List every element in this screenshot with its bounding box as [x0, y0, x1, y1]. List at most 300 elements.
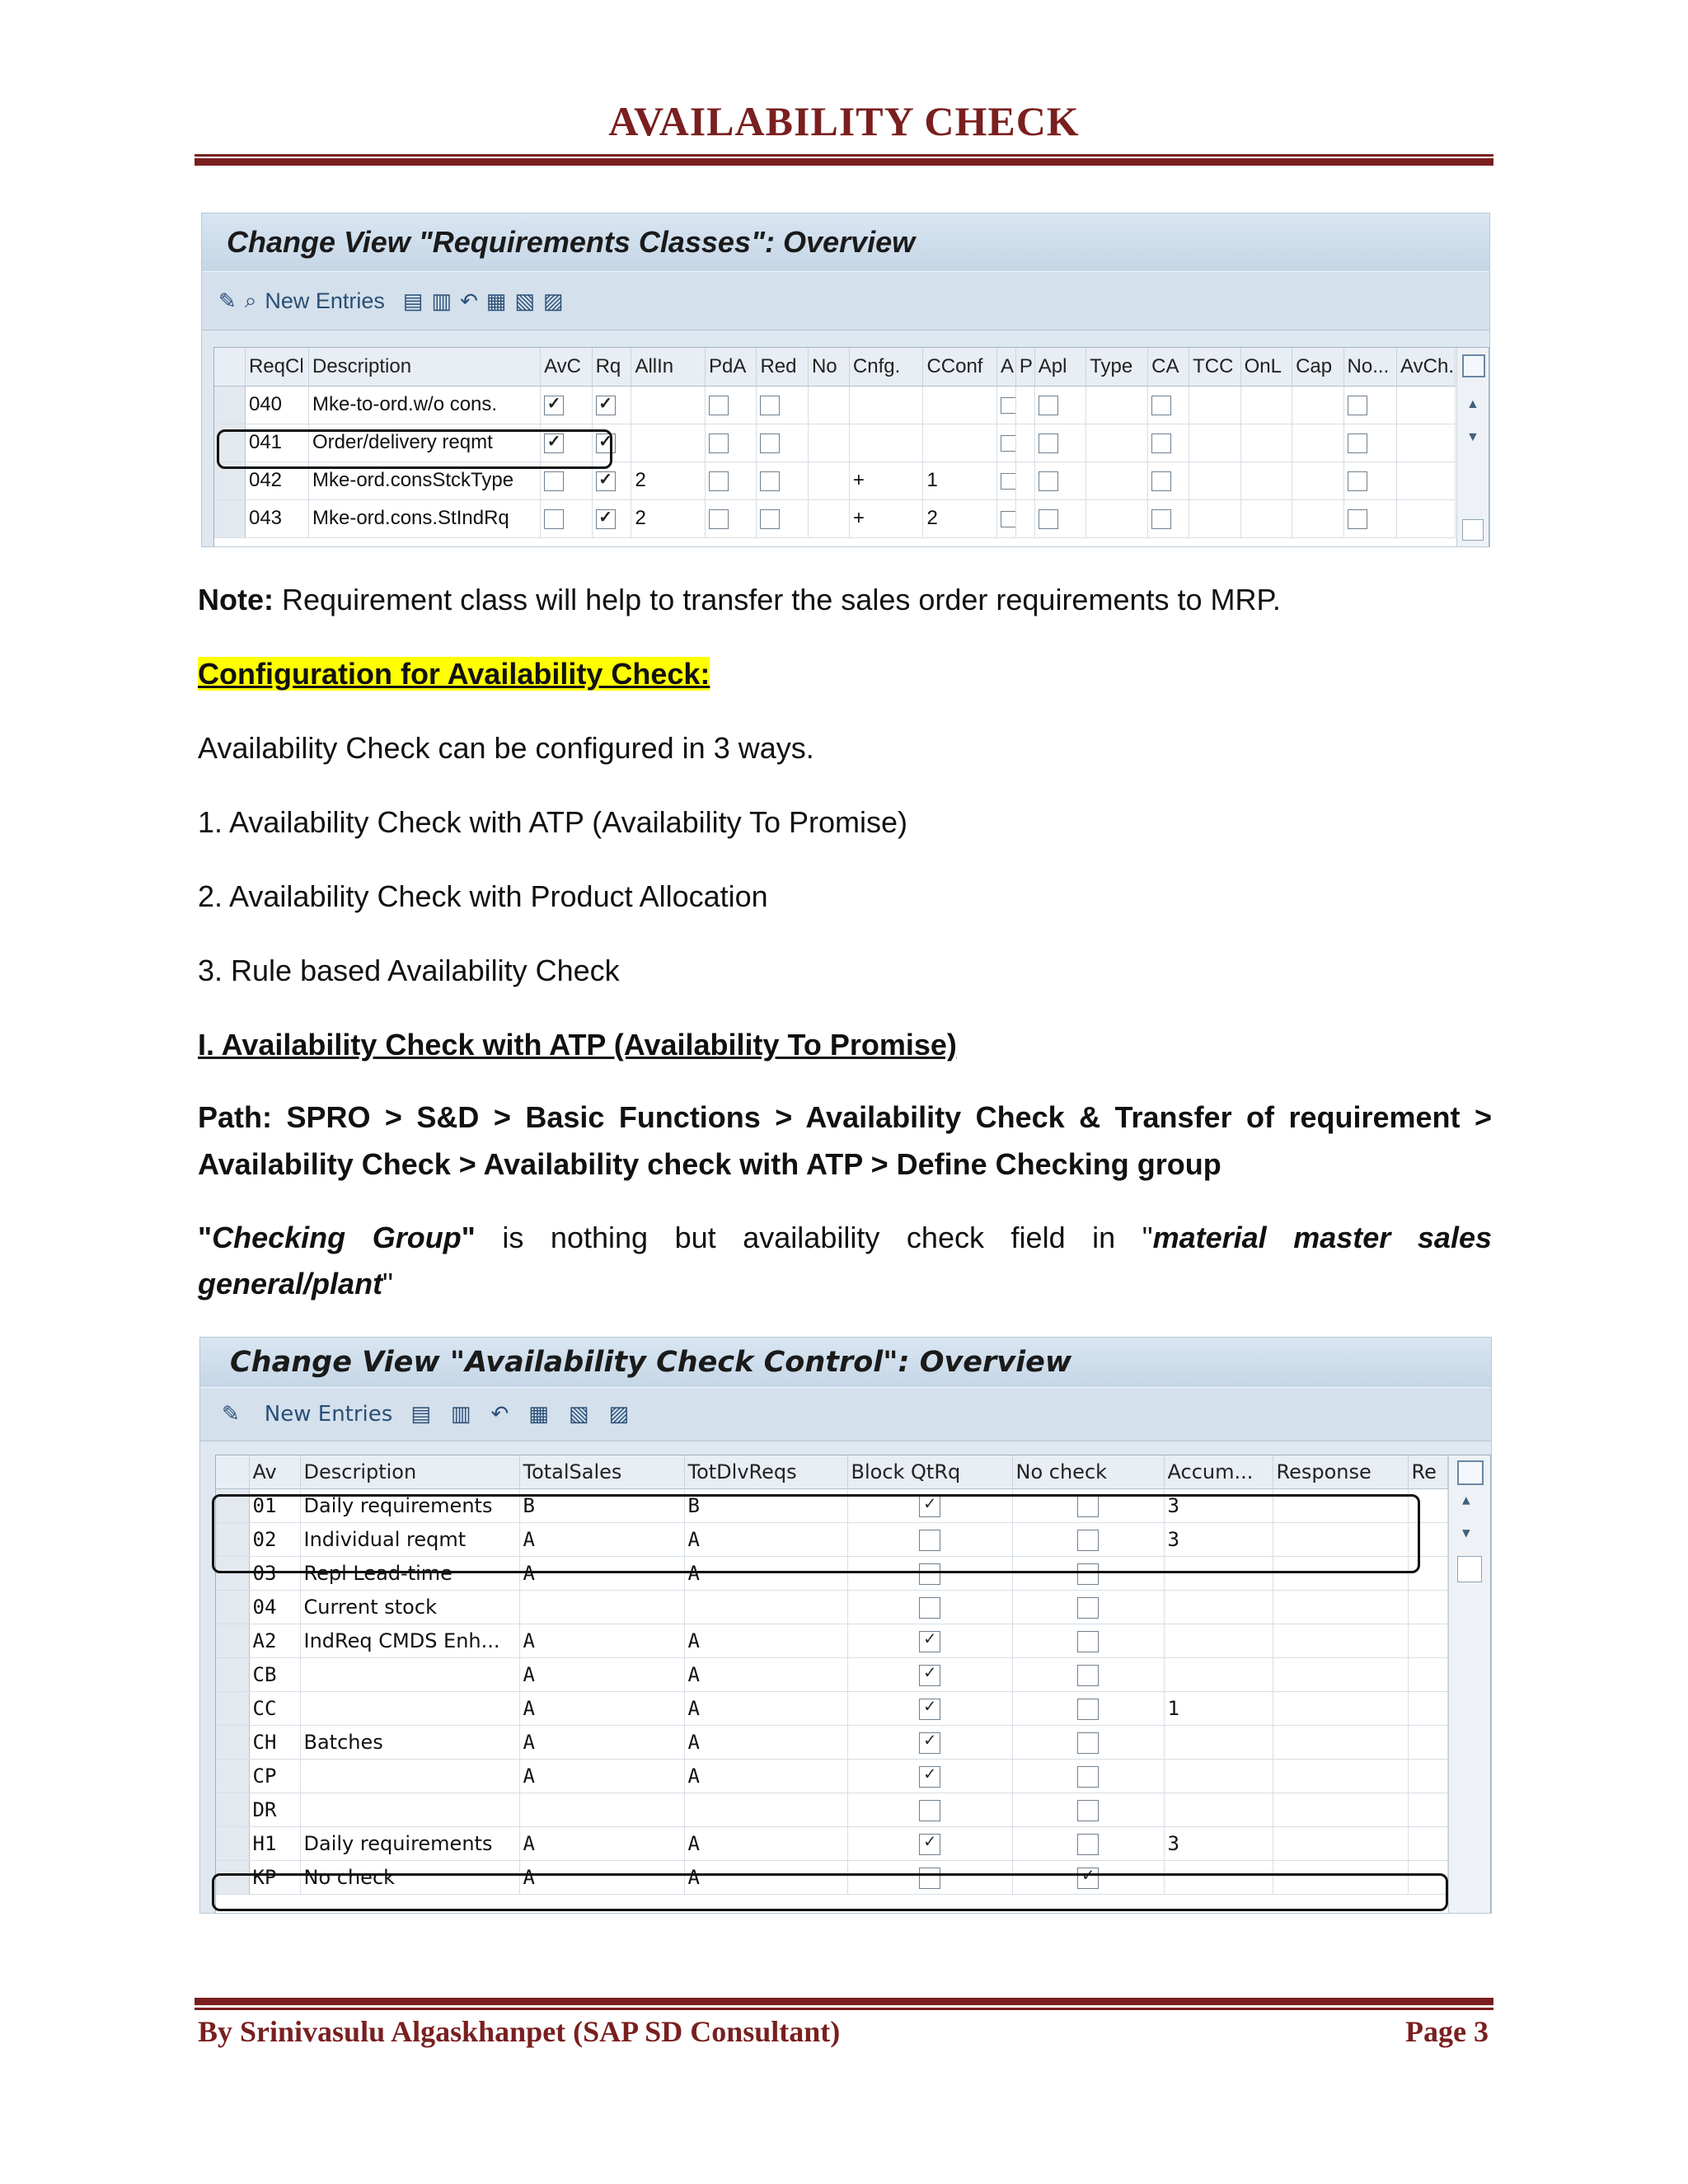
- sap-window-title: Change View "Availability Check Control": Overview: [200, 1338, 1491, 1387]
- cell-red: [757, 424, 808, 462]
- cell-no-check: [1012, 1725, 1164, 1759]
- cell-allin: 2: [631, 499, 706, 537]
- intro-text: Availability Check can be configured in 3 ways.: [198, 731, 814, 765]
- note-paragraph: [198, 577, 1492, 623]
- cell-no-dots: [1343, 424, 1397, 462]
- sap-toolbar: [200, 1387, 1491, 1441]
- cell-tcc: [1189, 462, 1240, 499]
- undo-icon[interactable]: ↶: [490, 1402, 509, 1427]
- cell-onl: [1240, 462, 1292, 499]
- column-header-6[interactable]: Red: [757, 348, 808, 386]
- cell-cnfg: +: [849, 462, 923, 499]
- no-checkbox[interactable]: [1348, 396, 1367, 415]
- cell-total-sales: A: [519, 1556, 684, 1590]
- column-header-10[interactable]: A: [996, 348, 1015, 386]
- cell-tot-dlv-reqs: A: [684, 1759, 847, 1793]
- copy-icon[interactable]: ▤: [410, 1402, 431, 1427]
- avc-checkbox[interactable]: [544, 471, 564, 491]
- no-checkbox[interactable]: [1348, 471, 1367, 491]
- cell-avch: [1397, 462, 1456, 499]
- cell-description: [300, 1793, 519, 1826]
- cell-total-sales: A: [519, 1860, 684, 1894]
- cell-cnfg: [849, 424, 923, 462]
- rq-checkbox[interactable]: [596, 471, 616, 491]
- cell-response: [1273, 1624, 1408, 1657]
- cell-a: [996, 462, 1015, 499]
- cell-accum: 3: [1164, 1522, 1273, 1556]
- cell-type: [1086, 424, 1148, 462]
- table-row[interactable]: [216, 1793, 1447, 1826]
- deselect-all-icon[interactable]: ▨: [608, 1402, 630, 1427]
- footer-rule-thick: [195, 1998, 1493, 2005]
- cell-block-qtrq: [847, 1590, 1012, 1624]
- block-qtrq-checkbox[interactable]: [919, 1631, 940, 1652]
- cell-re: [1408, 1624, 1447, 1657]
- cell-description: Mke-ord.cons.StIndRq: [309, 499, 541, 537]
- block-qtrq-checkbox[interactable]: [919, 1665, 940, 1686]
- cell-block-qtrq: [847, 1691, 1012, 1725]
- cell-tcc: [1189, 386, 1240, 424]
- cell-tot-dlv-reqs: A: [684, 1624, 847, 1657]
- cell-av: KP: [249, 1860, 300, 1894]
- cell-tcc: [1189, 499, 1240, 537]
- select-block-icon[interactable]: ▧: [514, 288, 536, 313]
- cell-cconf: 2: [923, 499, 997, 537]
- row-selector-header: [216, 1455, 249, 1488]
- column-header-15[interactable]: TCC: [1189, 348, 1240, 386]
- column-header-1[interactable]: Description: [309, 348, 541, 386]
- cell-avch: [1397, 499, 1456, 537]
- display-change-icon[interactable]: ⌕: [244, 288, 257, 312]
- no-check-checkbox[interactable]: [1077, 1699, 1099, 1720]
- quote-end: ": [382, 1267, 393, 1301]
- cell-apl: [1034, 424, 1085, 462]
- row-selector[interactable]: [216, 1725, 249, 1759]
- cell-no-check: [1012, 1624, 1164, 1657]
- cell-no-check: [1012, 1759, 1164, 1793]
- row-selector[interactable]: [216, 1657, 249, 1691]
- cell-onl: [1240, 386, 1292, 424]
- cell-allin: 2: [631, 462, 706, 499]
- scroll-thumb[interactable]: [1462, 519, 1484, 541]
- row-selector-header: [214, 348, 245, 386]
- cell-accum: [1164, 1793, 1273, 1826]
- red-checkbox[interactable]: [760, 509, 780, 529]
- no-check-checkbox[interactable]: [1077, 1597, 1099, 1619]
- cell-total-sales: A: [519, 1759, 684, 1793]
- sap-toolbar: [202, 271, 1489, 330]
- cell-description: No check: [300, 1860, 519, 1894]
- cell-total-sales: A: [519, 1691, 684, 1725]
- block-qtrq-checkbox[interactable]: [919, 1800, 940, 1821]
- column-header-11[interactable]: P: [1015, 348, 1034, 386]
- ca-checkbox[interactable]: [1151, 396, 1171, 415]
- cell-response: [1273, 1590, 1408, 1624]
- cell-onl: [1240, 424, 1292, 462]
- sap-window-availability-check-control: [199, 1337, 1492, 1914]
- cell-description: [300, 1759, 519, 1793]
- cell-total-sales: B: [519, 1488, 684, 1522]
- column-header-7[interactable]: No: [808, 348, 849, 386]
- column-header-16[interactable]: OnL: [1240, 348, 1292, 386]
- cell-cnfg: +: [849, 499, 923, 537]
- cell-tot-dlv-reqs: [684, 1590, 847, 1624]
- row-selector[interactable]: [216, 1793, 249, 1826]
- section-heading: I. Availability Check with ATP (Availability To Promise): [198, 1028, 957, 1062]
- note-label: Note:: [198, 583, 274, 616]
- vertical-scrollbar[interactable]: [1448, 1455, 1490, 1914]
- cell-response: [1273, 1759, 1408, 1793]
- cell-a: [996, 424, 1015, 462]
- red-checkbox[interactable]: [760, 434, 780, 453]
- delete-icon[interactable]: ▥: [450, 1402, 471, 1427]
- table-row[interactable]: [214, 499, 1456, 537]
- cell-rq: [592, 499, 631, 537]
- table-row[interactable]: [216, 1691, 1447, 1725]
- copy-icon[interactable]: ▤: [402, 288, 424, 313]
- a-checkbox[interactable]: [1001, 473, 1015, 490]
- cell-block-qtrq: [847, 1624, 1012, 1657]
- cell-p: [1015, 386, 1034, 424]
- select-all-icon[interactable]: ▦: [528, 1402, 549, 1427]
- cell-block-qtrq: [847, 1793, 1012, 1826]
- column-header-18[interactable]: No...: [1343, 348, 1397, 386]
- cell-rq: [592, 386, 631, 424]
- cell-allin: [631, 424, 706, 462]
- cell-ca: [1148, 499, 1189, 537]
- cell-block-qtrq: [847, 1759, 1012, 1793]
- cell-a: [996, 499, 1015, 537]
- cell-tot-dlv-reqs: [684, 1793, 847, 1826]
- cell-description: [300, 1691, 519, 1725]
- pda-checkbox[interactable]: [709, 396, 729, 415]
- cell-avc: [541, 499, 592, 537]
- row-selector[interactable]: [214, 386, 245, 424]
- cell-reqcl: 042: [245, 462, 308, 499]
- way-1: 1. Availability Check with ATP (Availability To Promise): [198, 805, 908, 839]
- cell-description: Mke-ord.consStckType: [309, 462, 541, 499]
- cell-cap: [1292, 386, 1343, 424]
- cell-no-dots: [1343, 462, 1397, 499]
- cell-response: [1273, 1657, 1408, 1691]
- cell-av: CB: [249, 1657, 300, 1691]
- cell-no-check: [1012, 1793, 1164, 1826]
- no-check-checkbox[interactable]: [1077, 1732, 1099, 1754]
- a-checkbox[interactable]: [1001, 397, 1015, 414]
- scroll-up-icon[interactable]: ▲: [1462, 1492, 1470, 1507]
- column-header-1[interactable]: Description: [300, 1455, 519, 1488]
- cell-cconf: [923, 386, 997, 424]
- cell-description: Current stock: [300, 1590, 519, 1624]
- note-body: Requirement class will help to transfer the sales order requirements to MRP.: [274, 583, 1281, 616]
- column-header-9[interactable]: CConf: [923, 348, 997, 386]
- row-selector[interactable]: [216, 1691, 249, 1725]
- cell-total-sales: A: [519, 1624, 684, 1657]
- cell-tot-dlv-reqs: A: [684, 1522, 847, 1556]
- new-entries-button[interactable]: New Entries: [264, 1402, 393, 1427]
- config-heading-line: [198, 651, 1492, 697]
- cell-type: [1086, 462, 1148, 499]
- block-qtrq-checkbox[interactable]: [919, 1699, 940, 1720]
- quote-close: ": [461, 1221, 476, 1254]
- cell-total-sales: [519, 1590, 684, 1624]
- block-qtrq-checkbox[interactable]: [919, 1597, 940, 1619]
- header-rule-thin: [195, 154, 1493, 157]
- cell-description: Order/delivery reqmt: [309, 424, 541, 462]
- config-heading: Configuration for Availability Check:: [198, 657, 710, 691]
- cell-apl: [1034, 462, 1085, 499]
- cell-av: CH: [249, 1725, 300, 1759]
- table-row[interactable]: [216, 1759, 1447, 1793]
- general-plant-term: general/plant: [198, 1267, 383, 1301]
- cell-re: [1408, 1657, 1447, 1691]
- footer-page-number: Page 3: [1405, 2015, 1489, 2048]
- way-3: 3. Rule based Availability Check: [198, 954, 620, 987]
- cell-tot-dlv-reqs: A: [684, 1691, 847, 1725]
- cell-apl: [1034, 386, 1085, 424]
- cell-total-sales: [519, 1793, 684, 1826]
- path-line-1: Path: SPRO > S&D > Basic Functions > Availability Check & Transfer of requirement >: [198, 1100, 1492, 1134]
- cell-description: IndReq CMDS Enh...: [300, 1624, 519, 1657]
- checking-group-mid: is nothing but availability check field in ": [475, 1221, 1153, 1254]
- header-rule-thick: [195, 158, 1493, 166]
- column-header-6[interactable]: Accum...: [1164, 1455, 1273, 1488]
- cell-p: [1015, 499, 1034, 537]
- cell-block-qtrq: [847, 1725, 1012, 1759]
- cell-description: Daily requirements: [300, 1826, 519, 1860]
- cell-type: [1086, 499, 1148, 537]
- cell-ca: [1148, 424, 1189, 462]
- cell-a: [996, 386, 1015, 424]
- sap-window-requirements-classes: [201, 213, 1490, 547]
- table-header-row: [214, 348, 1456, 386]
- apl-checkbox[interactable]: [1039, 509, 1058, 529]
- column-header-14[interactable]: CA: [1148, 348, 1189, 386]
- scroll-thumb[interactable]: [1457, 1556, 1482, 1582]
- cell-tot-dlv-reqs: A: [684, 1657, 847, 1691]
- ca-checkbox[interactable]: [1151, 471, 1171, 491]
- rq-checkbox[interactable]: [596, 396, 616, 415]
- row-selector[interactable]: [214, 499, 245, 537]
- column-header-3[interactable]: TotDlvReqs: [684, 1455, 847, 1488]
- no-checkbox[interactable]: [1348, 434, 1367, 453]
- cell-response: [1273, 1725, 1408, 1759]
- cell-reqcl: 043: [245, 499, 308, 537]
- footer-rule-thin: [195, 2008, 1493, 2010]
- column-header-12[interactable]: Apl: [1034, 348, 1085, 386]
- cell-re: [1408, 1793, 1447, 1826]
- pda-checkbox[interactable]: [709, 509, 729, 529]
- no-check-checkbox[interactable]: [1077, 1631, 1099, 1652]
- cell-tot-dlv-reqs: A: [684, 1725, 847, 1759]
- cell-av: CP: [249, 1759, 300, 1793]
- column-header-4[interactable]: Block QtRq: [847, 1455, 1012, 1488]
- cell-total-sales: A: [519, 1657, 684, 1691]
- cell-tot-dlv-reqs: A: [684, 1556, 847, 1590]
- cell-allin: [631, 386, 706, 424]
- apl-checkbox[interactable]: [1039, 471, 1058, 491]
- row-selector[interactable]: [216, 1624, 249, 1657]
- a-checkbox[interactable]: [1001, 435, 1015, 452]
- quote-open: ": [198, 1221, 213, 1254]
- cell-ca: [1148, 386, 1189, 424]
- table-row[interactable]: [216, 1826, 1447, 1860]
- cell-no-check: [1012, 1826, 1164, 1860]
- column-header-4[interactable]: AllIn: [631, 348, 706, 386]
- cell-no: [808, 424, 849, 462]
- cell-no: [808, 499, 849, 537]
- edit-glasses-icon[interactable]: ✎: [222, 1402, 240, 1427]
- apl-checkbox[interactable]: [1039, 434, 1058, 453]
- cell-no: [808, 386, 849, 424]
- red-checkbox[interactable]: [760, 396, 780, 415]
- cell-total-sales: A: [519, 1522, 684, 1556]
- row-selector[interactable]: [216, 1590, 249, 1624]
- table-row[interactable]: [216, 1657, 1447, 1691]
- cell-accum: [1164, 1590, 1273, 1624]
- table-row[interactable]: [214, 386, 1456, 424]
- scroll-down-icon[interactable]: ▼: [1462, 1525, 1470, 1540]
- cell-accum: [1164, 1759, 1273, 1793]
- cell-block-qtrq: [847, 1826, 1012, 1860]
- deselect-all-icon[interactable]: ▨: [543, 288, 564, 313]
- column-header-13[interactable]: Type: [1086, 348, 1148, 386]
- column-header-17[interactable]: Cap: [1292, 348, 1343, 386]
- select-block-icon[interactable]: ▧: [568, 1402, 589, 1427]
- path-line-2: Availability Check > Availability check with ATP > Define Checking group: [198, 1147, 1221, 1181]
- column-header-19[interactable]: AvCh.: [1397, 348, 1456, 386]
- cell-reqcl: 041: [245, 424, 308, 462]
- cell-onl: [1240, 499, 1292, 537]
- avc-checkbox[interactable]: [544, 396, 564, 415]
- table-row[interactable]: [216, 1590, 1447, 1624]
- new-entries-button[interactable]: New Entries: [265, 288, 385, 313]
- footer-author: By Srinivasulu Algaskhanpet (SAP SD Consultant): [198, 2015, 841, 2048]
- table-header-row: [216, 1455, 1447, 1488]
- cell-red: [757, 386, 808, 424]
- block-qtrq-checkbox[interactable]: [919, 1732, 940, 1754]
- cell-av: 02: [249, 1522, 300, 1556]
- red-checkbox[interactable]: [760, 471, 780, 491]
- cell-re: [1408, 1590, 1447, 1624]
- pda-checkbox[interactable]: [709, 471, 729, 491]
- cell-cconf: 1: [923, 462, 997, 499]
- vertical-scrollbar[interactable]: [1456, 348, 1489, 547]
- undo-icon[interactable]: ↶: [460, 288, 478, 313]
- row-selector[interactable]: [216, 1759, 249, 1793]
- cell-av: 04: [249, 1590, 300, 1624]
- a-checkbox[interactable]: [1001, 511, 1015, 527]
- cell-description: [300, 1657, 519, 1691]
- edit-glasses-icon[interactable]: ✎: [218, 288, 237, 313]
- cell-avch: [1397, 386, 1456, 424]
- column-config-icon[interactable]: [1462, 354, 1485, 377]
- cell-description: Mke-to-ord.w/o cons.: [309, 386, 541, 424]
- column-header-8[interactable]: Re: [1408, 1455, 1447, 1488]
- scroll-up-icon[interactable]: ▲: [1466, 397, 1479, 411]
- cell-av: CC: [249, 1691, 300, 1725]
- checking-group-line-1: [198, 1215, 1492, 1261]
- column-header-7[interactable]: Response: [1273, 1455, 1408, 1488]
- cell-cconf: [923, 424, 997, 462]
- cell-tot-dlv-reqs: A: [684, 1860, 847, 1894]
- cell-cap: [1292, 424, 1343, 462]
- table-row[interactable]: [216, 1725, 1447, 1759]
- cell-ca: [1148, 462, 1189, 499]
- cell-no-dots: [1343, 499, 1397, 537]
- row-selector[interactable]: [216, 1826, 249, 1860]
- cell-re: [1408, 1826, 1447, 1860]
- no-checkbox[interactable]: [1348, 509, 1367, 529]
- column-header-3[interactable]: Rq: [592, 348, 631, 386]
- column-header-2[interactable]: AvC: [541, 348, 592, 386]
- rq-checkbox[interactable]: [596, 509, 616, 529]
- column-header-0[interactable]: ReqCl: [245, 348, 308, 386]
- cell-pda: [706, 499, 757, 537]
- checking-group-term: Checking Group: [212, 1221, 462, 1254]
- cell-p: [1015, 424, 1034, 462]
- cell-av: DR: [249, 1793, 300, 1826]
- cell-no-check: [1012, 1691, 1164, 1725]
- cell-tot-dlv-reqs: B: [684, 1488, 847, 1522]
- no-check-checkbox[interactable]: [1077, 1665, 1099, 1686]
- block-qtrq-checkbox[interactable]: [919, 1834, 940, 1855]
- annotation-ring-kp: [212, 1873, 1448, 1911]
- apl-checkbox[interactable]: [1039, 396, 1058, 415]
- cell-av: H1: [249, 1826, 300, 1860]
- cell-cnfg: [849, 386, 923, 424]
- cell-accum: 1: [1164, 1691, 1273, 1725]
- avc-checkbox[interactable]: [544, 509, 564, 529]
- no-check-checkbox[interactable]: [1077, 1834, 1099, 1855]
- cell-accum: 3: [1164, 1488, 1273, 1522]
- column-header-0[interactable]: Av: [249, 1455, 300, 1488]
- document-title: AVAILABILITY CHECK: [608, 98, 1080, 144]
- ca-checkbox[interactable]: [1151, 434, 1171, 453]
- cell-p: [1015, 462, 1034, 499]
- cell-pda: [706, 386, 757, 424]
- cell-accum: [1164, 1624, 1273, 1657]
- cell-accum: [1164, 1657, 1273, 1691]
- material-master-term: material master sales: [1152, 1221, 1492, 1254]
- no-check-checkbox[interactable]: [1077, 1766, 1099, 1788]
- cell-description: Daily requirements: [300, 1488, 519, 1522]
- ca-checkbox[interactable]: [1151, 509, 1171, 529]
- cell-pda: [706, 424, 757, 462]
- no-check-checkbox[interactable]: [1077, 1800, 1099, 1821]
- cell-response: [1273, 1826, 1408, 1860]
- scroll-down-icon[interactable]: ▼: [1466, 430, 1479, 444]
- column-config-icon[interactable]: [1457, 1460, 1484, 1485]
- cell-pda: [706, 462, 757, 499]
- column-header-5[interactable]: No check: [1012, 1455, 1164, 1488]
- select-all-icon[interactable]: ▦: [485, 288, 507, 313]
- cell-total-sales: A: [519, 1826, 684, 1860]
- cell-type: [1086, 386, 1148, 424]
- cell-response: [1273, 1691, 1408, 1725]
- delete-icon[interactable]: ▥: [431, 288, 452, 313]
- pda-checkbox[interactable]: [709, 434, 729, 453]
- column-header-5[interactable]: PdA: [706, 348, 757, 386]
- table-row[interactable]: [216, 1624, 1447, 1657]
- cell-total-sales: A: [519, 1725, 684, 1759]
- cell-cap: [1292, 499, 1343, 537]
- cell-reqcl: 040: [245, 386, 308, 424]
- block-qtrq-checkbox[interactable]: [919, 1766, 940, 1788]
- column-header-2[interactable]: TotalSales: [519, 1455, 684, 1488]
- column-header-8[interactable]: Cnfg.: [849, 348, 923, 386]
- cell-description: Repl Lead-time: [300, 1556, 519, 1590]
